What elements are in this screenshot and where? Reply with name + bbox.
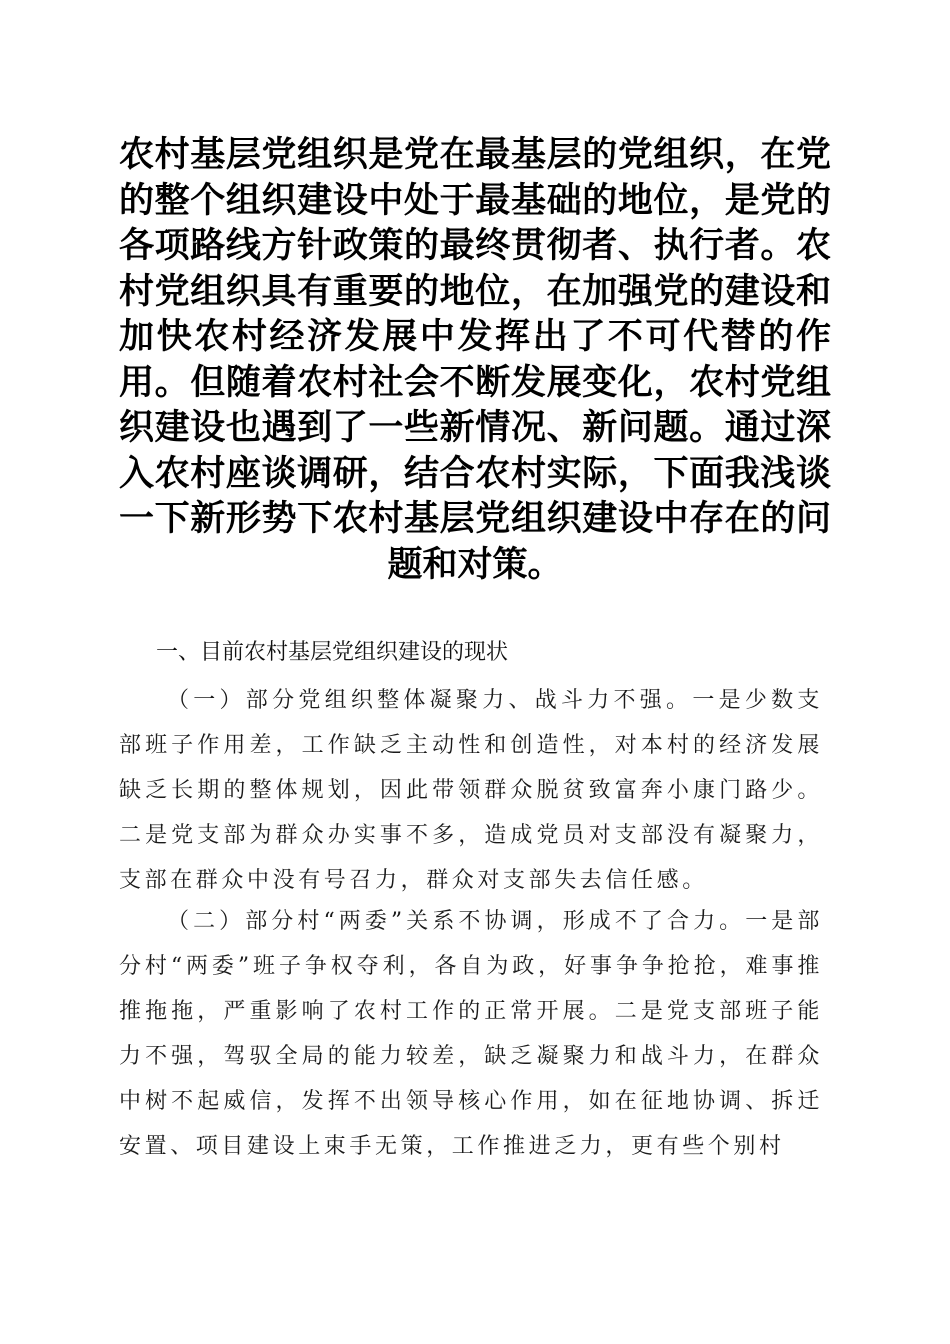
- body-paragraph-1: （一）部分党组织整体凝聚力、战斗力不强。一是少数支部班子作用差，工作缺乏主动性和创造性，对本村的经济发展缺乏长期的整体规划，因此带领群众脱贫致富奔小康门路少。二是党支部为群众办实事不多，造成党员对支部没有凝聚力，支部在群众中没有号召力，群众对支部失去信任感。: [119, 688, 823, 893]
- lead-paragraph: 农村基层党组织是党在最基层的党组织，在党的整个组织建设中处于最基础的地位，是党的各项路线方针政策的最终贯彻者、执行者。农村党组织具有重要的地位，在加强党的建设和加快农村经济发展中发挥出了不可代替的作用。但随着农村社会不断发展变化，农村党组织建设也遇到了一些新情况、新问题。通过深入农村座谈调研，结合农村实际，下面我浅谈一下新形势下农村基层党组织建设中存在的问题和对策。: [119, 134, 831, 585]
- section-heading: 一、目前农村基层党组织建设的现状: [156, 640, 509, 665]
- body-paragraph-2: （二）部分村“两委”关系不协调，形成不了合力。一是部分村“两委”班子争权夺利，各自为政，好事争争抢抢，难事推推拖拖，严重影响了农村工作的正常开展。二是党支部班子能力不强，驾驭全局的能力较差，缺乏凝聚力和战斗力，在群众中树不起威信，发挥不出领导核心作用，如在征地协调、拆迁安置、项目建设上束手无策，工作推进乏力，更有些个别村: [119, 909, 823, 1159]
